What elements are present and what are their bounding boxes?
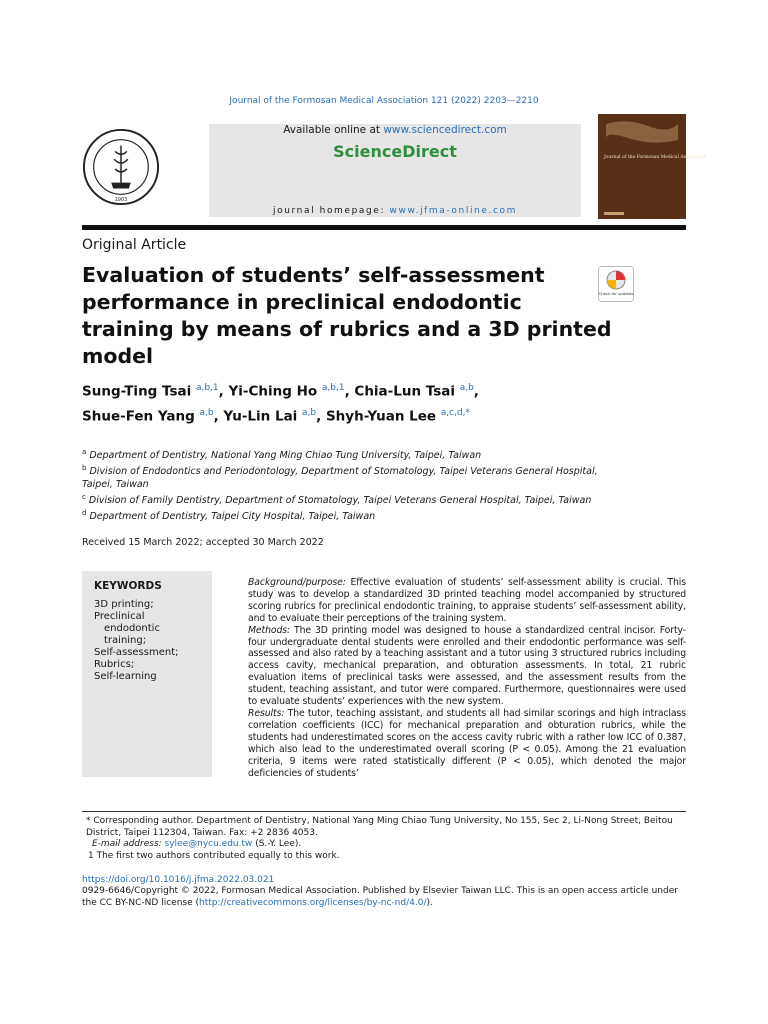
- author-name[interactable]: Chia-Lun Tsai: [354, 383, 455, 400]
- abstract-background: [248, 577, 686, 625]
- email-line: [82, 839, 686, 851]
- affiliation-item: [82, 446, 612, 462]
- results-label: Results:: [248, 707, 285, 719]
- footnotes: [82, 816, 686, 862]
- author-separator: ,: [316, 408, 326, 424]
- journal-banner: [209, 124, 581, 217]
- author-separator: ,: [344, 383, 355, 400]
- affiliation-item: [82, 462, 612, 491]
- homepage-link[interactable]: www.jfma-online.com: [389, 206, 517, 216]
- author-name[interactable]: Sung-Ting Tsai: [82, 383, 192, 400]
- corresponding-author-note: * Corresponding author. Department of Dentistry, National Yang Ming Chiao Tung University, No 155, Sec 2, Li-Nong Street, Beitou District, Taipei 112304, Taiwan. Fax: +2 2836 4053.: [86, 816, 673, 838]
- affiliation-text: Division of Family Dentistry, Department of Stomatology, Taipei Veterans General Hospital, Taipei, Taiwan: [88, 495, 592, 507]
- abstract-methods: [248, 625, 686, 708]
- keyword-item: 3D printing;: [94, 599, 154, 610]
- email-link[interactable]: sylee@nycu.edu.tw: [164, 839, 253, 850]
- results-text: The tutor, teaching assistant, and students all had similar scorings and high intraclass correlation coefficients (ICC) for mechanical preparation and obturation rubrics, while the students had underestimated scores on the access cavity rubric with a rather low ICC of 0.387, which also lead to the underestimated overall scoring (P < 0.05). Among the 21 evaluation criteria, 9 items were rated statistically different (P < 0.05), which denoted the major deficiencies of students’: [248, 707, 686, 779]
- available-online: [209, 124, 581, 136]
- affiliation-mark: d: [82, 509, 87, 518]
- copyright-end: ).: [426, 897, 433, 908]
- association-seal-logo: [82, 128, 160, 206]
- affiliation-text: Division of Endodontics and Periodontology, Department of Stomatology, Taipei Veterans General Hospital, Taipei, Taiwan: [82, 466, 598, 490]
- available-prefix: Available online at: [283, 124, 384, 136]
- equal-contribution-note: 1 The first two authors contributed equally to this work.: [88, 850, 340, 861]
- journal-citation[interactable]: Journal of the Formosan Medical Association 121 (2022) 2203—2210: [229, 96, 539, 106]
- author-name[interactable]: Shyh-Yuan Lee: [325, 408, 437, 424]
- author-affiliation-marks[interactable]: a,b: [459, 383, 474, 393]
- keyword-item: Rubrics;: [94, 659, 135, 670]
- author-affiliation-marks[interactable]: a,c,d,*: [440, 407, 471, 418]
- author-name[interactable]: Shue-Fen Yang: [82, 408, 195, 424]
- license-link[interactable]: http://creativecommons.org/licenses/by-nc-nd/4.0/: [199, 897, 427, 908]
- affiliation-mark: b: [82, 464, 87, 473]
- email-label: E-mail address:: [92, 839, 165, 850]
- copyright-notice: [82, 886, 686, 909]
- keywords-title: KEYWORDS: [94, 580, 162, 592]
- author-name[interactable]: Yu-Lin Lai: [223, 408, 298, 424]
- abstract: [248, 577, 686, 779]
- keyword-item: Self-learning: [94, 671, 157, 682]
- keyword-item: training;: [104, 635, 147, 646]
- author-affiliation-marks[interactable]: a,b: [199, 407, 214, 418]
- sciencedirect-logo: ScienceDirect: [333, 142, 457, 161]
- methods-text: The 3D printing model was designed to house a standardized central incisor. Forty-four undergraduate dental students were enrolled and their endodontic performance was self-assessed and also rated by a teaching assistant and a tutor using 3 structured rubrics including access cavity, mechanical preparation, and obturation assessments. In total, 21 rubric evaluation items of preclinical tasks were assessed, and the assessment results from the student, teaching assistant, and tutor were compared. Furthermore, questionnaires were used to evaluate students’ experiences with the new system.: [248, 624, 686, 708]
- author-separator: ,: [218, 383, 229, 400]
- article-title: Evaluation of students’ self-assessment performance in preclinical endodontic training by means of rubrics and a 3D printed model: [82, 263, 612, 368]
- article-type: Original Article: [82, 237, 187, 253]
- footnote-rule: [82, 811, 686, 812]
- methods-label: Methods:: [248, 624, 291, 636]
- author-affiliation-marks[interactable]: a,b,1: [321, 383, 345, 393]
- affiliation-mark: a: [82, 448, 87, 456]
- header-rule: [82, 225, 686, 230]
- seal-text: 1903: [114, 197, 128, 204]
- keywords-box: [82, 571, 212, 777]
- sciencedirect-link[interactable]: www.sciencedirect.com: [383, 124, 507, 136]
- affiliations: [82, 446, 612, 524]
- background-label: Background/purpose:: [248, 577, 346, 588]
- keyword-item: Preclinical: [94, 611, 145, 622]
- author-separator: ,: [473, 383, 479, 400]
- journal-homepage: [209, 206, 581, 216]
- email-suffix: (S.-Y. Lee).: [252, 839, 302, 850]
- abstract-results: [248, 708, 686, 779]
- author-affiliation-marks[interactable]: a,b: [302, 407, 317, 418]
- affiliation-text: Department of Dentistry, Taipei City Hospital, Taipei, Taiwan: [89, 511, 376, 523]
- cover-title: Journal of the Formosan Medical Association: [604, 155, 707, 160]
- author-name[interactable]: Yi-Ching Ho: [228, 383, 318, 400]
- author-list: [82, 378, 672, 427]
- affiliation-item: [82, 491, 612, 507]
- crossmark-label: Check for updates: [598, 291, 634, 296]
- journal-cover-image[interactable]: [598, 114, 707, 219]
- background-text: Effective evaluation of students’ self-assessment ability is crucial. This study was to develop a standardized 3D printed teaching model accompanied by structured scoring rubrics for preclinical endodontic training, to appraise students’ self-assessment ability, and to evaluate their perceptions of the training system.: [248, 577, 686, 624]
- keyword-item: Self-assessment;: [94, 647, 179, 658]
- author-separator: ,: [213, 408, 224, 424]
- check-for-updates-icon[interactable]: [598, 266, 634, 302]
- doi-link[interactable]: https://doi.org/10.1016/j.jfma.2022.03.021: [82, 875, 275, 885]
- affiliation-item: [82, 507, 612, 523]
- author-affiliation-marks[interactable]: a,b,1: [195, 383, 219, 393]
- homepage-prefix: journal homepage:: [273, 206, 390, 216]
- copyright-text: 0929-6646/Copyright © 2022, Formosan Medical Association. Published by Elsevier Taiwan LLC. This is an open access article under the CC BY-NC-ND license (: [82, 886, 678, 908]
- keyword-item: endodontic: [104, 623, 160, 634]
- affiliation-mark: c: [82, 492, 86, 501]
- affiliation-text: Department of Dentistry, National Yang Ming Chiao Tung University, Taipei, Taiwan: [89, 450, 482, 462]
- received-dates: Received 15 March 2022; accepted 30 March 2022: [82, 537, 324, 548]
